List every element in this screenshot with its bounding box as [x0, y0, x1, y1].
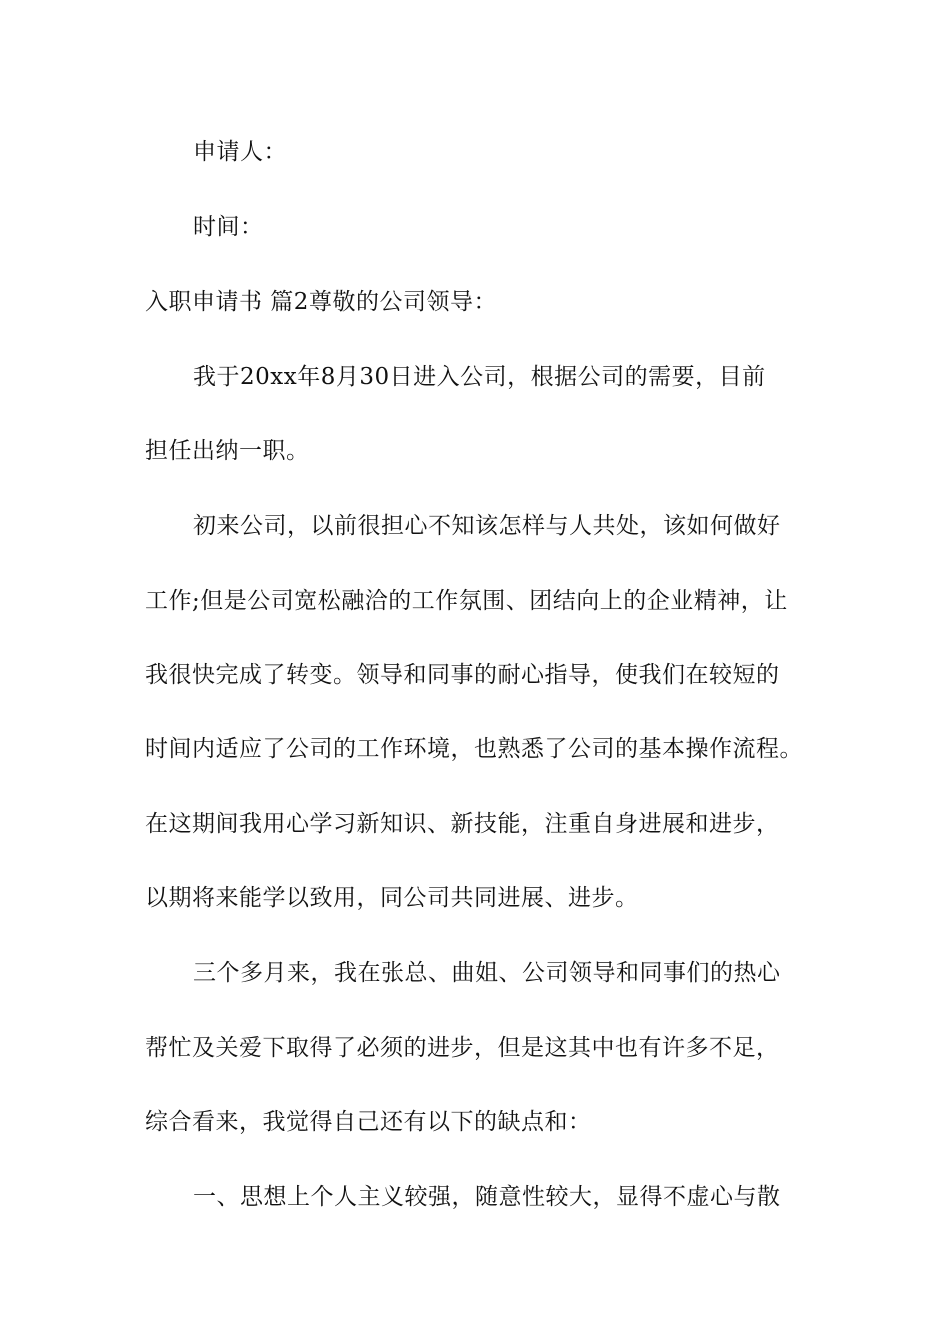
- applicant-label: 申请人：: [193, 139, 287, 165]
- paragraph-line: 担任出纳一职。: [145, 438, 310, 464]
- paragraph-line: 一、思想上个人主义较强，随意性较大，显得不虚心与散: [193, 1184, 781, 1210]
- paragraph-line: 帮忙及关爱下取得了必须的进步，但是这其中也有许多不足，: [145, 1035, 780, 1061]
- paragraph-line: 在这期间我用心学习新知识、新技能，注重自身进展和进步，: [145, 811, 780, 837]
- paragraph-line: 综合看来，我觉得自己还有以下的缺点和：: [145, 1109, 592, 1135]
- paragraph-line: 工作;但是公司宽松融洽的工作氛围、团结向上的企业精神，让: [145, 588, 788, 614]
- letter-heading: 入职申请书 篇2尊敬的公司领导：: [145, 289, 497, 315]
- paragraph-line: 三个多月来，我在张总、曲姐、公司领导和同事们的热心: [193, 960, 781, 986]
- date-label: 时间：: [193, 214, 264, 240]
- paragraph-line: 我很快完成了转变。领导和同事的耐心指导，使我们在较短的: [145, 662, 780, 688]
- paragraph-line: 我于20xx年8月30日进入公司，根据公司的需要，目前: [193, 364, 766, 390]
- paragraph-line: 时间内适应了公司的工作环境，也熟悉了公司的基本操作流程。: [145, 736, 803, 762]
- paragraph-line: 初来公司，以前很担心不知该怎样与人共处，该如何做好: [193, 513, 781, 539]
- paragraph-line: 以期将来能学以致用，同公司共同进展、进步。: [145, 885, 639, 911]
